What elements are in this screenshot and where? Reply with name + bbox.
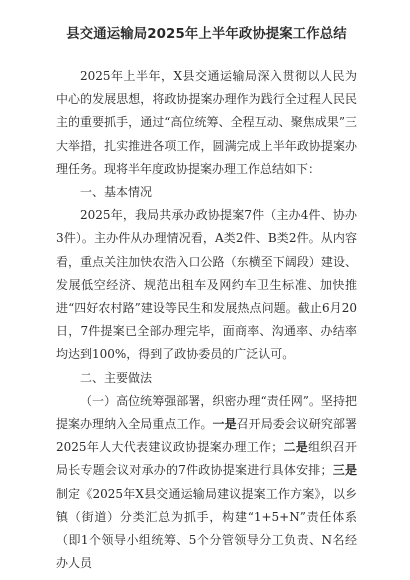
- section-2-paragraph-1: [56, 390, 357, 576]
- point-text-2: 组织召开局长专题会议对承办的7件政协提案进行具体安排；: [56, 440, 357, 478]
- point-marker-1: 一是: [212, 417, 237, 432]
- point-text-3: 制定《2025年X县交通运输局建议提案工作方案》，以乡镇（街道）分类汇总为抓手，构建“1+5+N”责任体系（即1个领导小组统筹、5个分管领导分工负责、N名经办人员: [56, 486, 357, 571]
- section-2-heading: 二、主要做法: [80, 370, 153, 385]
- section-1-heading: 一、基本情况: [80, 185, 153, 200]
- point-marker-2: 二是: [283, 440, 309, 455]
- section-1-paragraph: 2025年，我局共承办政协提案7件（主办4件、协办3件）。主办件从办理情况看，A类2件、B类2件。从内容看，重点关注加快农浩入口公路（东横至下阔段）建设、发展低空经济、规范出租车及网约车卫生标准、加快推进“四好农村路”建设等民生和发展热点问题。截止6月20日，7件提案已全部办理完毕，面商率、沟通率、办结率均达到100%，得到了政协委员的广泛认可。: [56, 208, 357, 362]
- document-title: 县交通运输局2025年上半年政协提案工作总结: [66, 27, 347, 42]
- intro-paragraph: 2025年上半年，X县交通运输局深入贯彻以人民为中心的发展思想，将政协提案办理作为践行全过程人民民主的重要抓手，通过“高位统筹、全程互动、聚焦成果”三大举措，扎实推进各项工作，圆满完成上半年政协提案办理任务。现将半年度政协提案办理工作总结如下：: [56, 69, 357, 176]
- point-marker-3: 三是: [332, 463, 357, 478]
- point-text-1: 召开局委会议研究部署2025年人大代表建议政协提案办理工作；: [56, 417, 357, 455]
- sub-heading-lead: （一）高位统筹强部署，织密办理“责任网”。坚持把提案办理纳入全局重点工作。: [56, 393, 357, 432]
